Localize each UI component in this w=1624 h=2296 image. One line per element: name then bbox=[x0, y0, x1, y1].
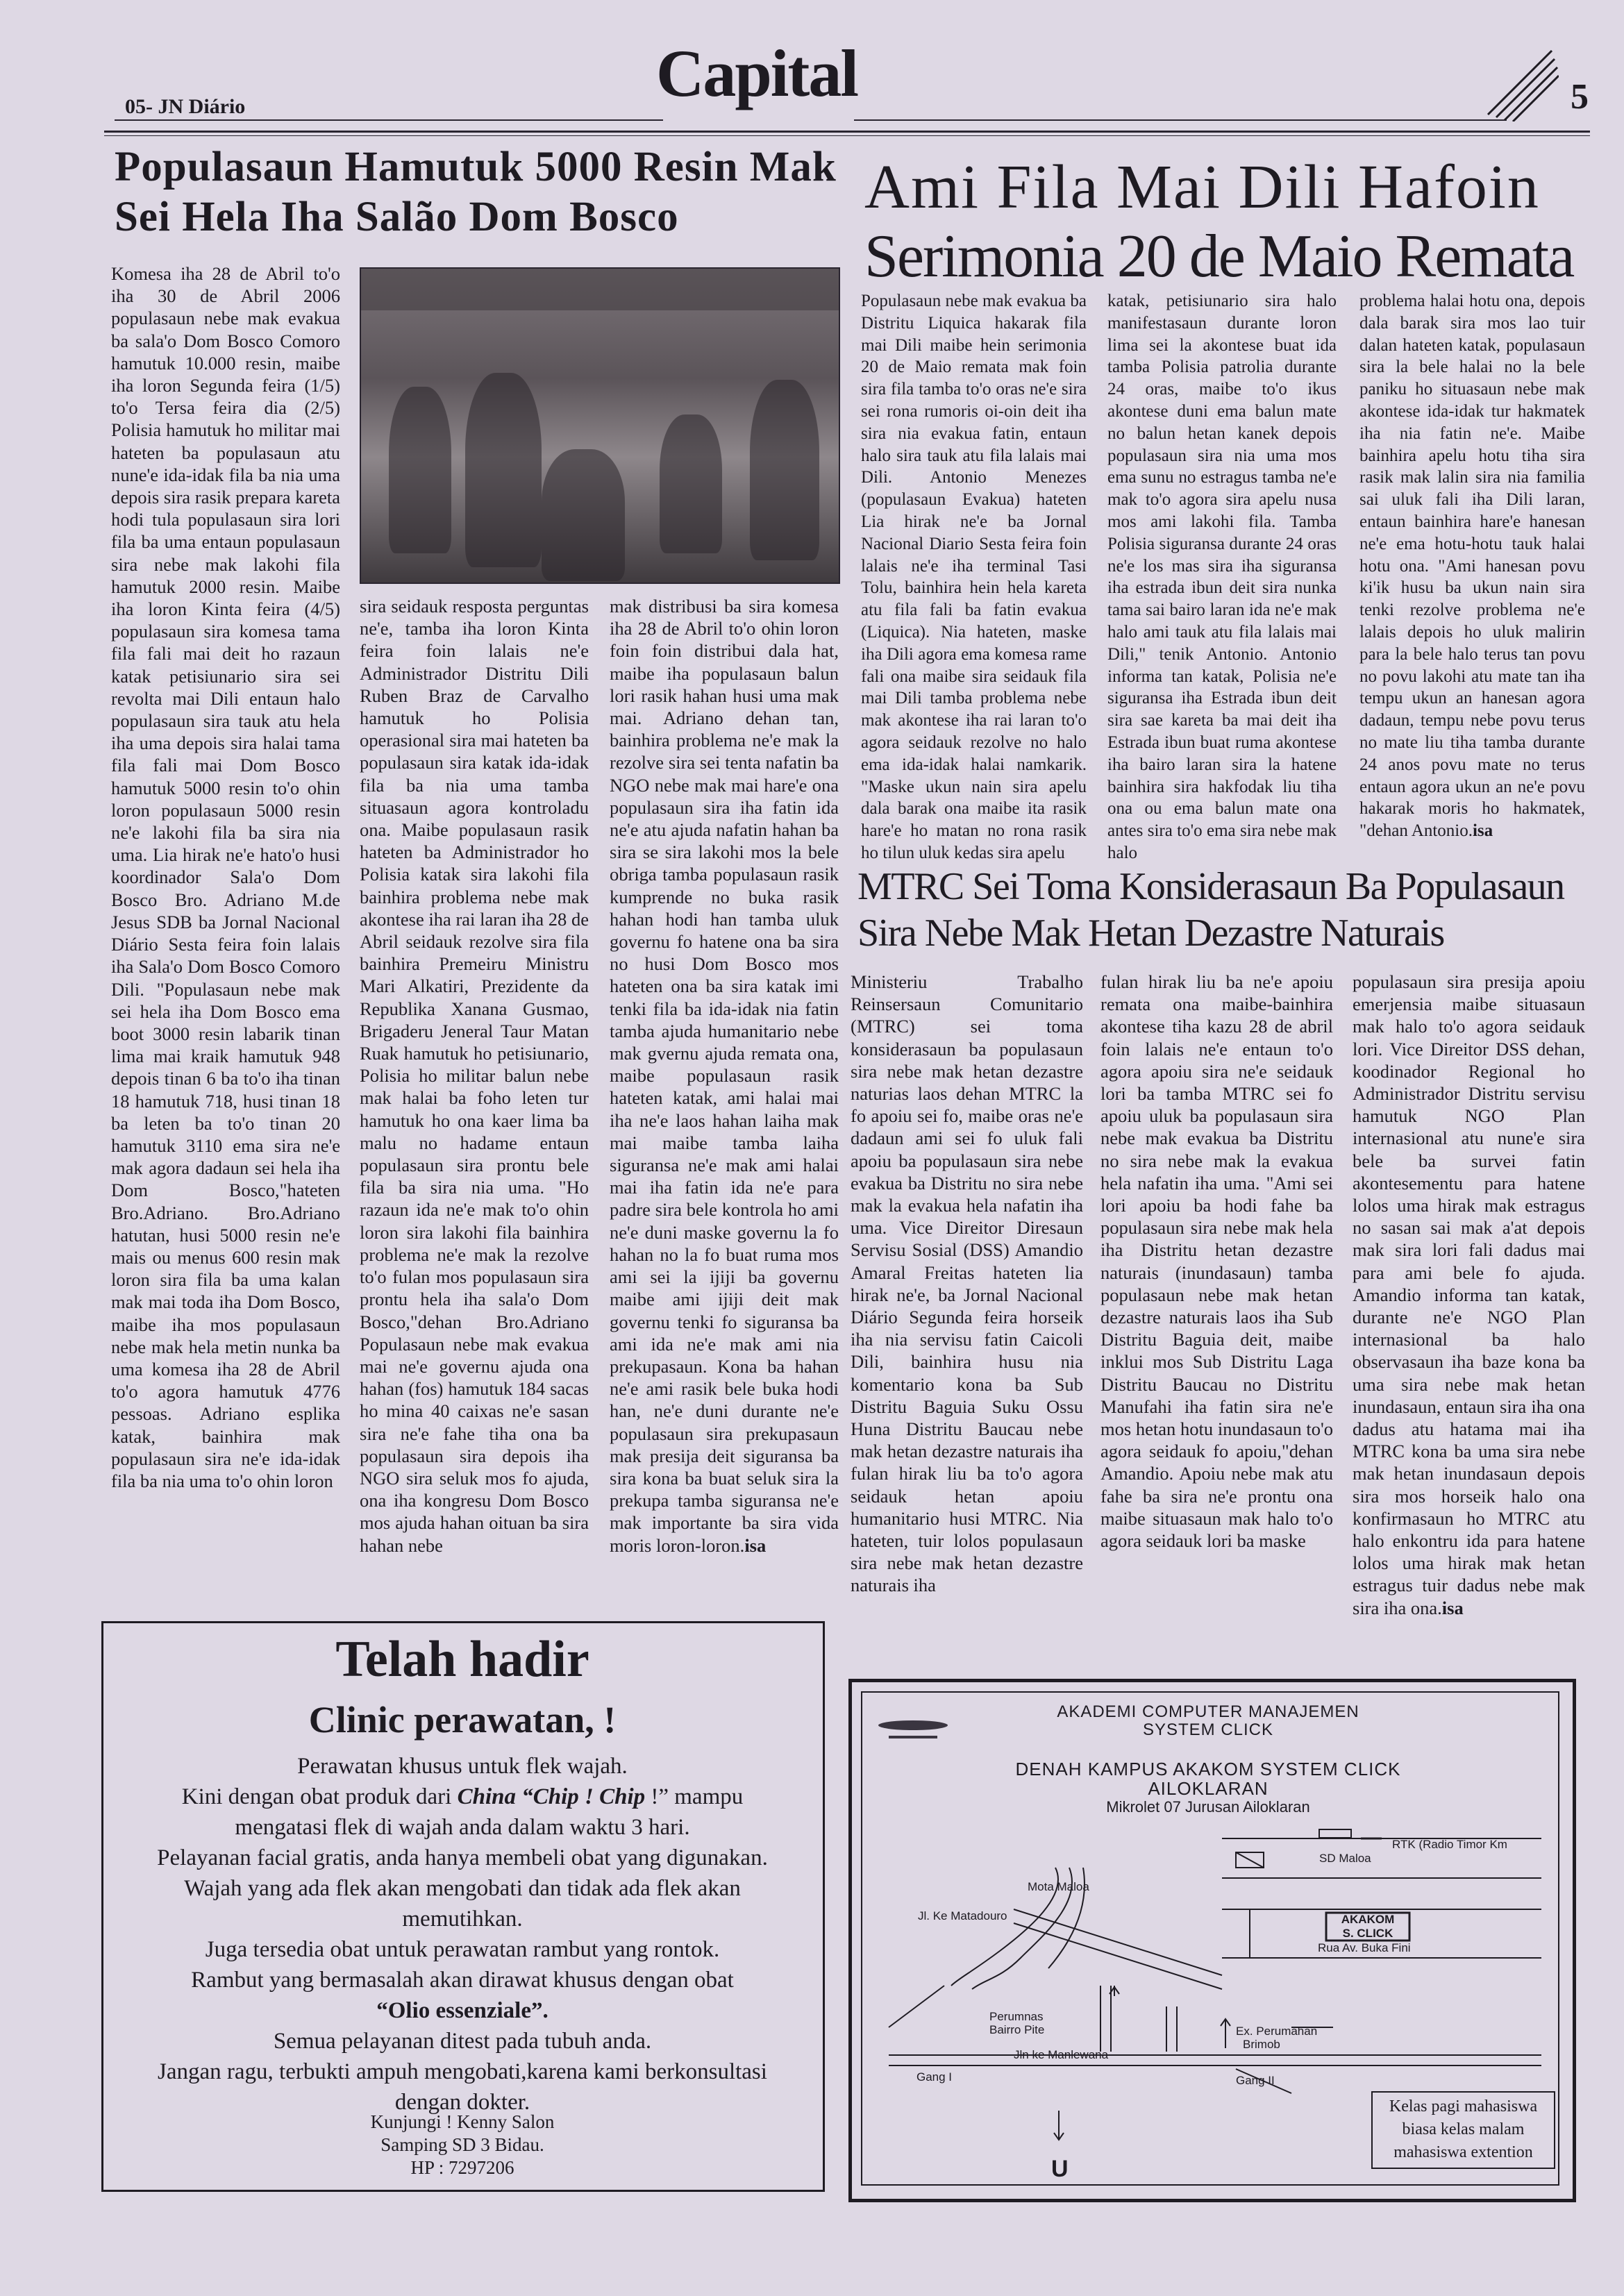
article1-col1: Komesa iha 28 de Abril to'o iha 30 de Abril 2006 populasaun nebe mak evakua ba sala'o Dom Bosco Comoro hamutuk 10.000 resin, maibe iha loron Segunda feira (1/5) to'o Tersa feira dia (2/5) Polisia hamutuk ho militar mai hateten ba populasaun atu nune'e ida-idak fila ba nia uma depois sira rasik prepara kareta hodi tula populasaun sira lori fila ba uma entaun populasaun sira nebe mak lakohi fila hamutuk 2000 resin. Maibe iha loron Kinta feira (4/5) populasaun sira komesa tama fila fali mai deit ho razaun katak petisiunario sira sei revolta mai Dili entaun halo populasaun sira tauk atu hela iha uma depois sira halai tama fila fali mai Dom Bosco hamutuk 5000 resin to'o ohin loron populasaun 5000 resin ne'e lakohi fila ba sira nia uma. Lia hirak ne'e hato'o husi koordinador Sala'o Dom Bosco Bro. Adriano M.de Jesus SDB ba Jornal Nacional Diário Sesta feira foin lalais iha Sala'o Dom Bosco Comoro Dili. "Populasaun nebe mak sei hela iha Dom Bosco ema boot 3000 resin labarik tinan lima mai kraik hamutuk 948 depois tinan 6 ba to'o iha tinan 18 hamutuk 718, husi tinan 18 ba leten ba to'o tinan 20 hamutuk 3110 ema sira ne'e mak agora dadaun sei hela iha Dom Bosco,"hateten Bro.Adriano. Bro.Adriano hatutan, husi 5000 resin ne'e mais ou menus 600 resin mak loron sira fila ba uma kalan mak mai toda iha Dom Bosco, maibe iha mos populasaun nebe mak hela metin nunka ba uma komesa iha 28 de Abril to'o agora hamutuk 4776 pessoas. Adriano esplika katak, bainhira mak populasaun sira ne'e ida-idak fila ba nia uma to'o ohin loron bbox=[111, 263, 340, 1491]
masthead-rule-right bbox=[854, 119, 1507, 121]
article3-col1: Ministeriu Trabalho Reinsersaun Comunitario (MTRC) sei toma konsiderasaun ba populasaun sira nebe mak hetan dezastre naturias laos dehan MTRC la fo apoiu sei fo, maibe oras ne'e dadaun ami sei fo uluk fali apoiu ba populasaun sira nebe evakua ba Distritu no sira nebe mak la evakua hela nafatin iha uma. Vice Direitor Diresaun Servisu Sosial (DSS) Amandio Amaral Freitas hateten lia hirak ne'e, ba Jornal Nacional Diário Segunda feira horseik iha nia servisu fatin Caicoli Dili, bainhira husu nia komentario kona ba Sub Distritu Baguia Suku Ossu Huna Distritu Baucau nebe mak hetan dezastre naturais iha fulan hirak liu ba to'o agora seidauk hetan apoiu humanitario husi MTRC. Nia hateten, tuir lolos populasaun sira nebe mak hetan dezastre naturais iha bbox=[851, 971, 1083, 1596]
clinic-headline: Telah hadir bbox=[335, 1631, 589, 1688]
map-title-line1: DENAH KAMPUS AKAKOM SYSTEM CLICK bbox=[1015, 1759, 1401, 1779]
article3-title-line1: MTRC Sei Toma Konsiderasaun Ba Populasaun bbox=[857, 865, 1564, 908]
clinic-subhead: Clinic perawatan, ! bbox=[308, 1699, 617, 1741]
header-underline-thin bbox=[104, 135, 1590, 136]
map-label-sd-maloa: SD Maloa bbox=[1319, 1852, 1371, 1865]
map-label-ex-perumahan: Ex. Perumahan bbox=[1236, 2025, 1318, 2038]
masthead-rule-left bbox=[115, 119, 663, 121]
map-label-gang-1: Gang I bbox=[916, 2070, 953, 2084]
map-label-jl-matadouro: Jl. Ke Matadouro bbox=[918, 1909, 1007, 1922]
map-label-akakom: AKAKOM bbox=[1341, 1913, 1395, 1926]
page-number: 5 bbox=[1571, 77, 1589, 117]
map-label-bairro-pite: Bairro Pite bbox=[989, 2023, 1045, 2036]
map-label-perumnas: Perumnas bbox=[989, 2010, 1044, 2023]
evacuees-photo bbox=[360, 267, 840, 584]
article1-col2: sira seidauk resposta perguntas ne'e, tamba iha loron Kinta feira foin lalais ne'e Administrador Distritu Dili Ruben Braz de Carvalho hamutuk ho Polisia operasional sira mai hateten ba populasaun sira katak ida-idak fila ba nia uma tamba situasaun agora kontroladu ona. Maibe populasaun rasik hateten ba Administrador ho Polisia katak sira lakohi fila bainhira problema nebe mak akontese iha rai laran iha 28 de Abril seidauk rezolve sira fila bainhira Premeiru Ministru Mari Alkatiri, Prezidente da Republika Xanana Gusmao, Brigaderu Jeneral Taur Matan Ruak hamutuk ho petisiunario, Polisia ho militar balun nebe mak halai ba foho leten tur hamutuk ho ona kaer lima ba malu no hadame entaun populasaun sira prontu bele fila ba sira nia uma. "Ho razaun ida ne'e mak to'o ohin loron sira lakohi fila bainhira problema ne'e mak la rezolve to'o fulan mos populasaun sira prontu hela iha sala'o Dom Bosco,"dehan Bro.Adriano Populasaun nebe mak evakua mai ne'e governu ajuda ona hahan (fos) hamutuk 184 sacas ho mina 40 caixas ne'e sasan sira ne'e fahe tiha ona ba populasaun sira depois iha NGO sira seluk mos fo ajuda, ona iha kongresu Dom Bosco mos ajuda hahan oituan ba sira hahan nebe bbox=[360, 596, 589, 1556]
map-label-s-click: S. CLICK bbox=[1342, 1927, 1393, 1940]
article3-col2: fulan hirak liu ba ne'e apoiu remata ona maibe-bainhira akontese tiha kazu 28 de abril foin lalais ne'e entaun to'o agora apoiu sira ne'e seidauk lori ba tamba MTRC sei fo apoiu uluk ba populasaun sira nebe mak evakua ba Distritu no sira nebe mak la evakua hela nafatin iha uma. "Ami sei lori apoiu ba hodi fahe ba populasaun sira nebe mak hela iha Distritu hetan dezastre naturais (inundasaun) tamba populasaun nebe mak hetan dezastre naturais laos iha Sub Distritu Baguia deit, maibe inklui mos Sub Distritu Laga Distritu Baucau no Distritu Manufahi iha fatin sira ne'e mos hetan hotu inundasaun to'o agora seidauk fo apoiu,"dehan Amandio. Apoiu nebe mak atu fahe ba sira ne'e prontu ona maibe situasaun mak halo to'o agora seidauk lori ba maske bbox=[1100, 971, 1333, 1552]
schedule-box: Kelas pagi mahasiswa biasa kelas malam mahasiswa extention bbox=[1371, 2091, 1555, 2169]
map-label-mota-maloa: Mota Maloa bbox=[1028, 1880, 1089, 1893]
clinic-contact: Kunjungi ! Kenny Salon Samping SD 3 Bidau. HP : 7297206 bbox=[370, 2111, 555, 2178]
article2-title-line2: Serimonia 20 de Maio Remata bbox=[864, 223, 1574, 290]
issue-label: 05- JN Diário bbox=[125, 95, 246, 118]
section-title: Capital bbox=[656, 36, 858, 110]
article2-col2: katak, petisiunario sira halo manifestasaun durante loron lima sei la akontese buat ida tamba Polisia patrolia durante 24 oras, maibe to'o ikus akontese duni ema balun mate no balun hetan kanek depois populasaun sira nia uma mos ema sunu no estragus tamba ne'e mak to'o agora sira apelu nusa mos ami lakohi fila. Tamba Polisia siguransa durante 24 oras ne'e los mas sira iha siguransa iha estrada ibun deit sira nunka tama sai bairo laran ida ne'e mak halo ami tauk atu fila lalais mai Dili," tenik Antonio. Antonio informa tan katak, Polisia ne'e siguransa iha Estrada ibun deit sira sae kareta ba mai deit iha Estrada ibun buat ruma akontese iha bairo laran sira la hatene bainhira sira hakfodak liu tiha ona ou ema balun mate ona antes sira to'o ema sira nebe mak halo bbox=[1107, 292, 1337, 862]
akakom-org-line1: AKADEMI COMPUTER MANAJEMEN bbox=[1057, 1702, 1359, 1721]
map-label-rua-buka-fini: Rua Av. Buka Fini bbox=[1318, 1941, 1411, 1954]
map-subtitle: Mikrolet 07 Jurusan Ailoklaran bbox=[1106, 1798, 1310, 1816]
article1-col3: mak distribusi ba sira komesa iha 28 de Abril to'o ohin loron foin foin distribui dala hat, maibe iha populasaun balun lori rasik hahan husi uma mak mai. Adriano dehan tan, bainhira problema ne'e mak la rezolve sira sei tenta nafatin ba NGO nebe mak mai hare'e ona populasaun sira iha fatin ida ne'e atu ajuda nafatin hahan ba sira se sira lakohi mos la bele obriga tamba populasaun rasik kumprende no buka rasik hahan hodi han tamba uluk governu fo hatene ona ba sira no husi Dom Bosco mos hateten ona ba sira katak imi tenki fila ba ida-idak nia fatin tamba ajuda humanitario nebe mak gvernu ajuda remata ona, maibe populasaun rasik hateten katak, ami halai mai iha ne'e laos hahan laiha mak mai maibe tamba laiha siguransa ne'e mak ami halai mai iha fatin ida ne'e para padre sira bele kontrola ho ami ne'e duni maske governu la fo hahan no la fo buat ruma mos ami sei la ijiji ba governu maibe ami ijiji deit mak governu tenki fo siguransa ba ami ida ne'e mak ami nia prekupasaun. Kona ba hahan ne'e ami rasik bele buka hodi han, ne'e duni durante ne'e populasaun sira prekupasaun mak presija deit siguransa ba sira kona ba buat seluk sira la prekupa tamba siguransa ne'e mak importante ba sira vida moris loron-loron.isa bbox=[610, 596, 839, 1556]
clinic-body: Perawatan khusus untuk flek wajah. Kini dengan obat produk dari China “Chip ! Chip !” mampu mengatasi flek di wajah anda dalam waktu 3 hari. Pelayanan facial gratis, anda hanya membeli obat yang digunakan. Wajah yang ada flek akan mengobati dan tidak ada flek akan memutihkan. Juga tersedia obat untuk perawatan rambut yang rontok. Rambut yang bermasalah akan dirawat khusus dengan obat “Olio essenziale”. Semua pelayanan ditest pada tubuh anda. Jangan ragu, terbukti ampuh mengobati,karena kami berkonsultasi dengan dokter. bbox=[157, 1754, 768, 2115]
map-label-gang-2: Gang II bbox=[1236, 2074, 1275, 2087]
hatch-ornament bbox=[1482, 45, 1559, 121]
article1-title: Populasaun Hamutuk 5000 Resin Mak Sei Hela Iha Salão Dom Bosco bbox=[115, 144, 837, 240]
map-north-label: U bbox=[1051, 2156, 1069, 2182]
article2-title-line1: Ami Fila Mai Dili Hafoin bbox=[864, 153, 1540, 221]
header-underline bbox=[104, 131, 1590, 133]
article2-col1: Populasaun nebe mak evakua ba Distritu Liquica hakarak fila mai Dili maibe hein serimonia 20 de Maio remata mak foin sira fila tamba to'o oras ne'e sira sei rona rumoris oi-oin deit iha sira nia evakua fatin, entaun halo sira tauk atu fila lalais mai Dili. Antonio Menezes (populasaun Evakua) hateten Lia hirak ne'e ba Jornal Nacional Diario Sesta feira foin lalais ne'e iha terminal Tasi Tolu, bainhira hein hela kareta atu fila fali ba fatin evakua (Liquica). Nia hateten, maske iha Dili agora ema komesa rame fali ona maibe sira seidauk fila mai Dili tamba problema nebe mak akontese iha rai laran to'o agora seidauk rezolve no halo ema ida-idak halai namkarik. "Maske ukun nain sira apelu dala barak ona maibe ita rasik hare'e ho matan no rona rasik ho tilun uluk kedas sira apelu bbox=[861, 292, 1087, 862]
map-label-jln-manlewana: Jln ke Manlewana bbox=[1014, 2048, 1109, 2061]
article3-title-line2: Sira Nebe Mak Hetan Dezastre Naturais bbox=[857, 912, 1444, 955]
map-title-line2: AILOKLARAN bbox=[1148, 1778, 1269, 1799]
article3-col3: populasaun sira presija apoiu emerjensia maibe situasaun mak halo to'o agora seidauk lori. Vice Direitor DSS dehan, koodinador Regional ho Administrador Distritu servisu hamutuk NGO Plan internasional atu nune'e sira bele ba survei fatin akontesementu para hatene lolos uma hirak mak estragus no sasan sai mak a'at depois mak sira lori fali dadus mai para ami bele fo ajuda. Amandio informa tan katak, durante ne'e NGO Plan internasional ba halo observasaun iha baze kona ba uma sira nebe mak hetan inundasaun, entaun sira iha ona dadus atu hatama mai iha MTRC kona ba uma sira nebe mak hetan inundasaun depois sira mos horseik halo ona konfirmasaun ho MTRC atu halo enkontru ida para hatene lolos uma hirak mak hetan estragus tuir dadus nebe mak sira iha ona.isa bbox=[1353, 971, 1585, 1618]
akakom-org-line2: SYSTEM CLICK bbox=[1142, 1720, 1274, 1739]
map-label-rtk: RTK (Radio Timor Km bbox=[1392, 1838, 1507, 1851]
article2-col3: problema halai hotu ona, depois dala barak sira mos lao tuir dalan hateten katak, populasaun sira la bele halai no la bele paniku ho situasaun nebe mak akontese ida-idak tur hakmatek iha nia fatin ne'e. Maibe bainhira apelu hotu tiha sira rasik mak lalin sira nia familia sai uluk fali iha Dili laran, entaun bainhira hare'e hanesan ne'e ema hotu-hotu tauk halai hotu ona. "Ami hanesan povu ki'ik husu ba ukun nain sira tenki rezolve problema ne'e lalais depois ho uluk malirin para la bele halo terus tan povu no povu lakohi atu mate tan iha tempu ukun an hanesan agora dadaun, tempu nebe povu terus no mate liu tiha tamba durante 24 anos povu mate no terus entaun agora ukun an ne'e povu hakarak moris ho hakmatek, "dehan Antonio.isa bbox=[1359, 292, 1585, 841]
map-label-brimob: Brimob bbox=[1243, 2038, 1280, 2051]
